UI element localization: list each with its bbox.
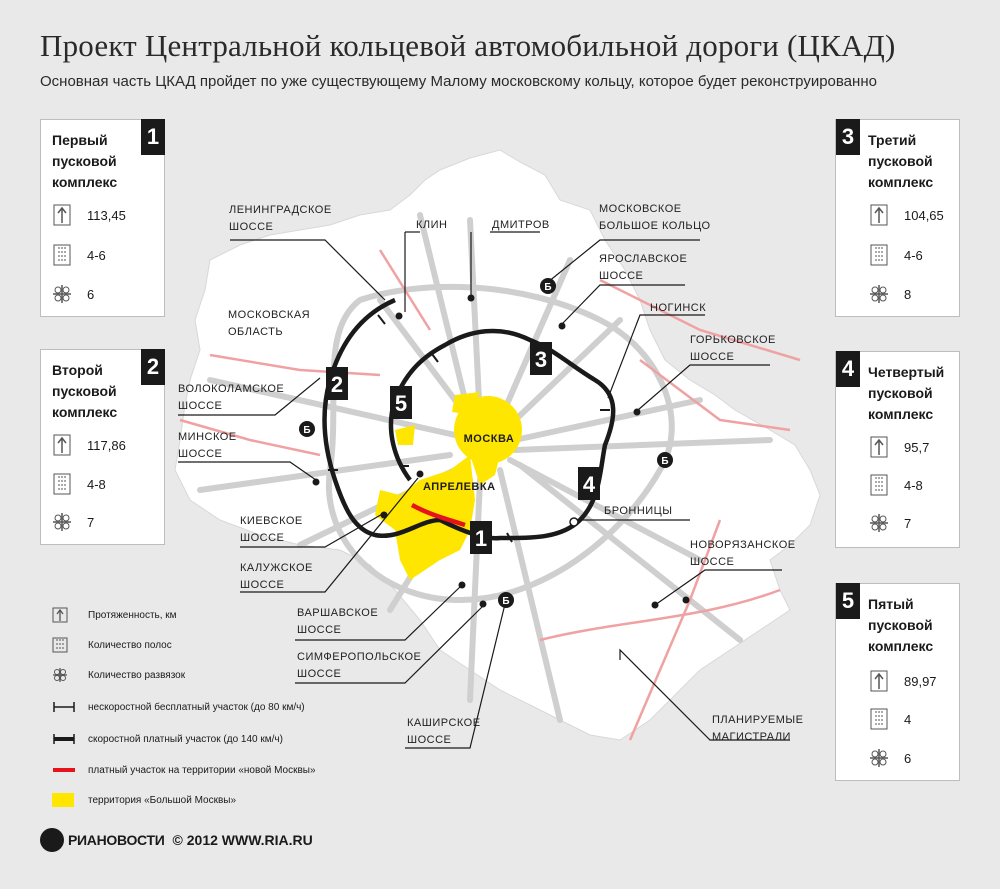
svg-text:5: 5 bbox=[394, 391, 408, 416]
label-volokolamskoe-2: ШОССЕ bbox=[178, 400, 223, 412]
label-kashirskoe-1: КАШИРСКОЕ bbox=[407, 717, 481, 729]
label-simferopolskoe-2: ШОССЕ bbox=[297, 668, 342, 680]
label-mbk-2: БОЛЬШОЕ КОЛЬЦО bbox=[599, 220, 711, 232]
b-marker bbox=[540, 278, 556, 294]
legend-junctions: Количество развязок bbox=[52, 667, 185, 683]
complex-box-5 bbox=[835, 583, 960, 781]
complex-title: Четвертый пусковой комплекс bbox=[868, 364, 945, 422]
legend-new-moscow-toll: платный участок на территории «новой Москвы» bbox=[52, 762, 316, 778]
label-dmitrov: ДМИТРОВ bbox=[492, 219, 550, 231]
complex-box-3 bbox=[835, 119, 960, 317]
label-minskoe-1: МИНСКОЕ bbox=[178, 431, 237, 443]
svg-text:Б: Б bbox=[544, 282, 552, 293]
lanes-icon bbox=[51, 473, 73, 495]
complex-number: 2 bbox=[141, 349, 165, 385]
stat-junctions: 7 bbox=[51, 511, 94, 533]
complex-box-2 bbox=[40, 349, 165, 545]
complex-number: 1 bbox=[141, 119, 165, 155]
length-icon bbox=[868, 670, 890, 692]
footer-brand: РИАНОВОСТИ bbox=[68, 832, 165, 848]
lanes-icon bbox=[868, 244, 890, 266]
complex-title: Второй пусковой комплекс bbox=[52, 362, 118, 420]
segment-marker-2 bbox=[326, 367, 348, 400]
label-leningradskoe-2: ШОССЕ bbox=[229, 221, 274, 233]
b-marker bbox=[299, 421, 315, 437]
page-subtitle: Основная часть ЦКАД пройдет по уже существующему Малому московскому кольцу, которое будет реконструированно bbox=[40, 73, 877, 90]
lanes-icon bbox=[51, 244, 73, 266]
junction-icon bbox=[868, 283, 890, 305]
label-leningradskoe-1: ЛЕНИНГРАДСКОЕ bbox=[229, 204, 332, 216]
legend-lanes: Количество полос bbox=[52, 637, 172, 653]
complex-title: Третий пусковой комплекс bbox=[868, 132, 934, 190]
complex-number: 5 bbox=[836, 583, 860, 619]
complex-title: Первый пусковой комплекс bbox=[52, 132, 118, 190]
label-planned-2: МАГИСТРАЛИ bbox=[712, 731, 791, 743]
label-klin: КЛИН bbox=[416, 219, 448, 231]
free-section-icon bbox=[52, 699, 78, 715]
stat-lanes: 4-6 bbox=[51, 244, 106, 266]
label-yaroslavskoe-1: ЯРОСЛАВСКОЕ bbox=[599, 253, 688, 265]
label-simferopolskoe-1: СИМФЕРОПОЛЬСКОЕ bbox=[297, 651, 422, 663]
segment-marker-4 bbox=[578, 467, 600, 500]
complex-title: Пятый пусковой комплекс bbox=[868, 596, 934, 654]
junction-icon bbox=[868, 512, 890, 534]
b-marker bbox=[498, 592, 514, 608]
b-marker bbox=[657, 452, 673, 468]
label-gorkovskoe-1: ГОРЬКОВСКОЕ bbox=[690, 334, 776, 346]
stat-lanes: 4 bbox=[868, 708, 911, 730]
legend-free-section: нескоростной бесплатный участок (до 80 км/ч) bbox=[52, 699, 305, 715]
label-yaroslavskoe-2: ШОССЕ bbox=[599, 270, 644, 282]
label-kaluzhskoe-1: КАЛУЖСКОЕ bbox=[240, 562, 313, 574]
label-novoryazanskoe-1: НОВОРЯЗАНСКОЕ bbox=[690, 539, 796, 551]
segment-marker-1 bbox=[470, 521, 492, 554]
length-icon bbox=[868, 436, 890, 458]
stat-length: 95,7 bbox=[868, 436, 929, 458]
complex-box-1 bbox=[40, 119, 165, 317]
stat-length: 117,86 bbox=[51, 434, 126, 456]
segment-marker-5 bbox=[390, 386, 412, 419]
svg-text:3: 3 bbox=[534, 347, 548, 372]
label-varshavskoe-2: ШОССЕ bbox=[297, 624, 342, 636]
stat-length: 104,65 bbox=[868, 204, 944, 226]
length-icon bbox=[51, 204, 73, 226]
stat-junctions: 6 bbox=[51, 283, 94, 305]
svg-text:Б: Б bbox=[303, 425, 311, 436]
lanes-icon bbox=[52, 637, 78, 653]
svg-text:Б: Б bbox=[502, 596, 510, 607]
label-noginsk: НОГИНСК bbox=[650, 302, 707, 314]
svg-text:Б: Б bbox=[661, 456, 669, 467]
yellow-area-icon bbox=[52, 792, 78, 808]
label-moskva: МОСКВА bbox=[463, 433, 515, 445]
legend-toll-section: скоростной платный участок (до 140 км/ч) bbox=[52, 731, 283, 747]
complex-number: 3 bbox=[836, 119, 860, 155]
label-mbk-1: МОСКОВСКОЕ bbox=[599, 203, 682, 215]
legend-big-moscow: территория «Большой Москвы» bbox=[52, 792, 236, 808]
svg-text:4: 4 bbox=[582, 472, 596, 497]
stat-junctions: 7 bbox=[868, 512, 911, 534]
label-varshavskoe-1: ВАРШАВСКОЕ bbox=[297, 607, 379, 619]
length-icon bbox=[52, 607, 78, 623]
footer-copyright: © 2012 WWW.RIA.RU bbox=[172, 832, 313, 848]
label-kashirskoe-2: ШОССЕ bbox=[407, 734, 452, 746]
label-bronnitsy: БРОННИЦЫ bbox=[604, 505, 673, 517]
label-volokolamskoe-1: ВОЛОКОЛАМСКОЕ bbox=[178, 383, 285, 395]
stat-lanes: 4-8 bbox=[51, 473, 106, 495]
footer bbox=[40, 828, 313, 852]
label-oblast-2: ОБЛАСТЬ bbox=[228, 326, 284, 338]
toll-section-icon bbox=[52, 731, 78, 747]
ria-logo-icon bbox=[40, 828, 64, 852]
stat-length: 89,97 bbox=[868, 670, 937, 692]
complex-box-4 bbox=[835, 351, 960, 548]
complex-number: 4 bbox=[836, 351, 860, 387]
label-planned-1: ПЛАНИРУЕМЫЕ bbox=[712, 714, 804, 726]
segment-marker-3 bbox=[530, 342, 552, 375]
svg-text:1: 1 bbox=[474, 526, 488, 551]
label-gorkovskoe-2: ШОССЕ bbox=[690, 351, 735, 363]
lanes-icon bbox=[868, 474, 890, 496]
stat-length: 113,45 bbox=[51, 204, 126, 226]
svg-text:2: 2 bbox=[330, 372, 344, 397]
junction-icon bbox=[868, 747, 890, 769]
stat-lanes: 4-8 bbox=[868, 474, 923, 496]
label-kievskoe-1: КИЕВСКОЕ bbox=[240, 515, 303, 527]
stat-lanes: 4-6 bbox=[868, 244, 923, 266]
page-title: Проект Центральной кольцевой автомобильной дороги (ЦКАД) bbox=[40, 28, 896, 63]
junction-icon bbox=[51, 283, 73, 305]
legend-length: Протяженность, км bbox=[52, 607, 177, 623]
length-icon bbox=[868, 204, 890, 226]
junction-icon bbox=[52, 667, 78, 683]
label-minskoe-2: ШОССЕ bbox=[178, 448, 223, 460]
label-novoryazanskoe-2: ШОССЕ bbox=[690, 556, 735, 568]
stat-junctions: 6 bbox=[868, 747, 911, 769]
label-oblast-1: МОСКОВСКАЯ bbox=[228, 309, 311, 321]
label-aprelevka: АПРЕЛЕВКА bbox=[423, 481, 496, 493]
label-kaluzhskoe-2: ШОССЕ bbox=[240, 579, 285, 591]
red-line-icon bbox=[52, 762, 78, 778]
stat-junctions: 8 bbox=[868, 283, 911, 305]
length-icon bbox=[51, 434, 73, 456]
junction-icon bbox=[51, 511, 73, 533]
lanes-icon bbox=[868, 708, 890, 730]
label-kievskoe-2: ШОССЕ bbox=[240, 532, 285, 544]
